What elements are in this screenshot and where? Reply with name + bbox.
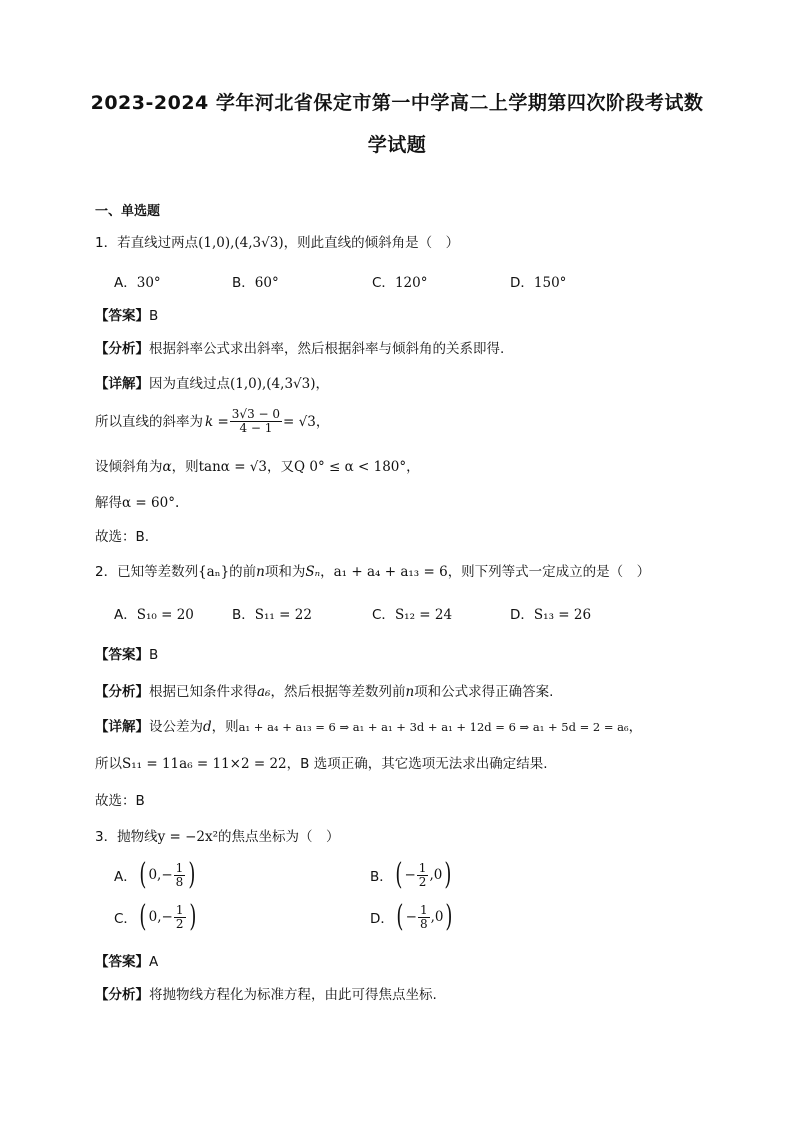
- q1-stem-prefix: 1．若直线过两点: [95, 235, 199, 251]
- q1-option-d: [510, 274, 566, 292]
- q2-option-c-label: C．: [372, 607, 395, 623]
- q2-analysis-tag: 【分析】: [95, 684, 149, 700]
- q3-answer-value: A: [149, 954, 159, 970]
- q2-analysis-a6: a₆: [257, 684, 271, 700]
- q1-points: (1,0),(4,3√3): [198, 235, 284, 251]
- right-paren-icon: ): [188, 857, 196, 892]
- q2-option-a-value: S₁₀ = 20: [136, 607, 194, 623]
- q1-option-c-label: C．: [372, 275, 395, 291]
- q1-detail-prefix: 因为直线过点: [149, 376, 230, 392]
- q3-option-b-first: −: [404, 867, 416, 883]
- q1-angle-alpha: α: [162, 459, 172, 475]
- q2-detail: [95, 718, 642, 736]
- q3-option-a-first: 0,−: [148, 867, 173, 883]
- q3-option-d-label: D．: [370, 911, 394, 927]
- q2-analysis-mid: ，然后根据等差数列前: [270, 684, 406, 700]
- q3-option-d-point: [394, 899, 455, 934]
- q2-condition: a₁ + a₄ + a₁₃ = 6: [333, 564, 448, 580]
- q3-option-c-num: 1: [175, 902, 184, 917]
- q3-option-d-last: ,0: [430, 909, 444, 925]
- q3-option-c-label: C．: [114, 911, 137, 927]
- doc-title-line2: 学试题: [367, 134, 427, 156]
- q1-solve-prefix: 解得: [95, 495, 122, 511]
- q3-option-b: [370, 857, 454, 892]
- q3-stem-suffix: 的焦点坐标为（ ）: [218, 829, 340, 845]
- q1-answer-value: B: [149, 308, 159, 324]
- q3-option-a: [114, 857, 198, 892]
- q2-stem-part-d: ，: [320, 564, 334, 580]
- q1-choose: 故选：B.: [95, 529, 150, 545]
- q1-slope-denominator: 4 − 1: [239, 421, 273, 435]
- q3-analysis-text: 将抛物线方程化为标准方程，由此可得焦点坐标.: [149, 987, 437, 1003]
- q2-option-c-value: S₁₂ = 24: [394, 607, 453, 623]
- q2-analysis-prefix: 根据已知条件求得: [149, 684, 257, 700]
- q2-option-b-label: B．: [232, 607, 255, 623]
- q1-option-c-value: 120°: [394, 275, 428, 291]
- q2-answer: [95, 646, 158, 664]
- right-paren-icon: ): [445, 899, 453, 934]
- q3-option-b-point: [393, 857, 454, 892]
- q3-option-a-num: 1: [175, 860, 184, 875]
- q1-option-a: [114, 274, 161, 292]
- q1-angle-line: [95, 458, 420, 476]
- q1-slope-prefix: 所以直线的斜率为: [95, 413, 203, 430]
- q2-analysis: [95, 683, 553, 701]
- q2-seq: {aₙ}: [198, 564, 230, 580]
- q1-answer-tag: 【答案】: [95, 308, 149, 324]
- q1-answer: [95, 307, 158, 325]
- q2-analysis-n: n: [405, 684, 415, 700]
- q3-option-d: [370, 899, 455, 934]
- q3-stem: [95, 828, 340, 846]
- q3-option-c-den: 2: [175, 916, 184, 931]
- q3-stem-prefix: 3．抛物线: [95, 829, 158, 845]
- q1-slope-result: = √3: [283, 413, 316, 430]
- q1-option-a-label: A．: [114, 275, 137, 291]
- q1-angle-then: ，则: [171, 459, 199, 475]
- q2-sum-prefix: 所以: [95, 756, 122, 772]
- q2-answer-tag: 【答案】: [95, 647, 149, 663]
- q1-detail: [95, 375, 329, 393]
- q2-sn: Sₙ: [305, 564, 321, 580]
- q3-answer-tag: 【答案】: [95, 954, 149, 970]
- left-paren-icon: (: [139, 857, 147, 892]
- q1-slope-line: [95, 408, 329, 435]
- q1-stem: [95, 234, 459, 252]
- q1-solve-value: α = 60°.: [122, 495, 180, 511]
- q2-detail-tag: 【详解】: [95, 719, 149, 735]
- q1-stem-suffix: ，则此直线的倾斜角是（ ）: [283, 235, 460, 251]
- q2-detail-equation: a₁ + a₄ + a₁₃ = 6 ⇒ a₁ + a₁ + 3d + a₁ + 12d = 6 ⇒ a₁ + 5d = 2 = a₆: [238, 720, 629, 734]
- left-paren-icon: (: [395, 857, 403, 892]
- q1-angle-tan: tanα = √3: [198, 459, 267, 475]
- q2-option-d-value: S₁₃ = 26: [533, 607, 592, 623]
- q2-option-b-value: S₁₁ = 22: [254, 607, 312, 623]
- doc-title-line1: 2023-2024 学年河北省保定市第一中学高二上学期第四次阶段考试数: [90, 92, 704, 114]
- q3-option-c-point: [137, 899, 198, 934]
- q1-detail-tag: 【详解】: [95, 376, 149, 392]
- q1-option-d-value: 150°: [533, 275, 567, 291]
- q3-option-b-fraction: [417, 862, 429, 889]
- q2-answer-value: B: [149, 647, 159, 663]
- q1-analysis-text: 根据斜率公式求出斜率，然后根据斜率与倾斜角的关系即得.: [149, 341, 505, 357]
- q1-option-b-value: 60°: [254, 275, 279, 291]
- left-paren-icon: (: [396, 899, 404, 934]
- q1-detail-suffix: ，: [315, 376, 329, 392]
- q3-option-c-fraction: [174, 904, 186, 931]
- q3-option-d-first: −: [405, 909, 417, 925]
- q3-option-b-last: ,0: [429, 867, 443, 883]
- q3-option-d-den: 8: [419, 916, 428, 931]
- q2-option-a-label: A．: [114, 607, 137, 623]
- q3-option-a-den: 8: [175, 874, 184, 889]
- q2-sum-suffix: ，B 选项正确，其它选项无法求出确定结果.: [286, 756, 548, 772]
- q2-stem-suffix: ，则下列等式一定成立的是（ ）: [447, 564, 651, 580]
- q1-angle-also: ，又: [267, 459, 294, 475]
- q2-option-d-label: D．: [510, 607, 534, 623]
- q3-option-b-den: 2: [418, 874, 427, 889]
- q2-detail-prefix: 设公差为: [149, 719, 203, 735]
- q1-slope-suffix: ，: [315, 413, 330, 430]
- q2-option-c: [372, 606, 452, 624]
- q3-option-d-fraction: [418, 904, 430, 931]
- q2-choose: 故选：B: [95, 793, 145, 809]
- q1-angle-range: Q 0° ≤ α < 180°: [294, 459, 407, 475]
- q1-option-b-label: B．: [232, 275, 255, 291]
- q2-option-b: [232, 606, 312, 624]
- q3-option-d-num: 1: [419, 902, 428, 917]
- q3-option-a-point: [137, 857, 198, 892]
- q1-slope-fraction: [230, 408, 282, 435]
- q1-slope-k: k =: [205, 413, 229, 430]
- right-paren-icon: ): [444, 857, 452, 892]
- right-paren-icon: ): [188, 899, 196, 934]
- q2-stem: [95, 563, 650, 581]
- q2-detail-suffix: ，: [628, 719, 643, 735]
- q3-option-b-num: 1: [418, 860, 427, 875]
- q1-option-a-value: 30°: [136, 275, 161, 291]
- q2-detail-d: d: [203, 719, 212, 735]
- q2-detail-then: ，则: [211, 719, 239, 735]
- q1-solve-line: [95, 494, 179, 512]
- q3-option-a-fraction: [174, 862, 186, 889]
- q2-sum: [95, 755, 548, 773]
- q2-stem-prefix: 2．已知等差数列: [95, 564, 199, 580]
- left-paren-icon: (: [139, 899, 147, 934]
- q1-option-d-label: D．: [510, 275, 534, 291]
- q1-option-c: [372, 274, 427, 292]
- q3-curve: y = −2x²: [157, 829, 219, 845]
- q2-sum-equation: S₁₁ = 11a₆ = 11×2 = 22: [122, 756, 287, 772]
- q1-angle-prefix: 设倾斜角为: [95, 459, 163, 475]
- q3-option-b-label: B．: [370, 869, 393, 885]
- q2-analysis-suffix: 项和公式求得正确答案.: [414, 684, 554, 700]
- q1-analysis-tag: 【分析】: [95, 341, 149, 357]
- q1-slope-numerator: 3√3 − 0: [231, 407, 281, 421]
- q2-stem-part-b: 的前: [229, 564, 257, 580]
- q1-analysis: [95, 340, 504, 358]
- q2-option-d: [510, 606, 591, 624]
- q1-option-b: [232, 274, 279, 292]
- q1-angle-suffix: ，: [406, 459, 420, 475]
- q2-option-a: [114, 606, 194, 624]
- q1-detail-points: (1,0),(4,3√3): [230, 376, 316, 392]
- q3-option-a-label: A．: [114, 869, 137, 885]
- q2-stem-part-c: 项和为: [264, 564, 306, 580]
- q3-option-c: [114, 899, 198, 934]
- q3-analysis: [95, 986, 437, 1004]
- q2-n: n: [256, 564, 265, 580]
- q3-analysis-tag: 【分析】: [95, 987, 149, 1003]
- q3-answer: [95, 953, 158, 971]
- section-heading: 一、单选题: [95, 204, 161, 219]
- q3-option-c-first: 0,−: [148, 909, 173, 925]
